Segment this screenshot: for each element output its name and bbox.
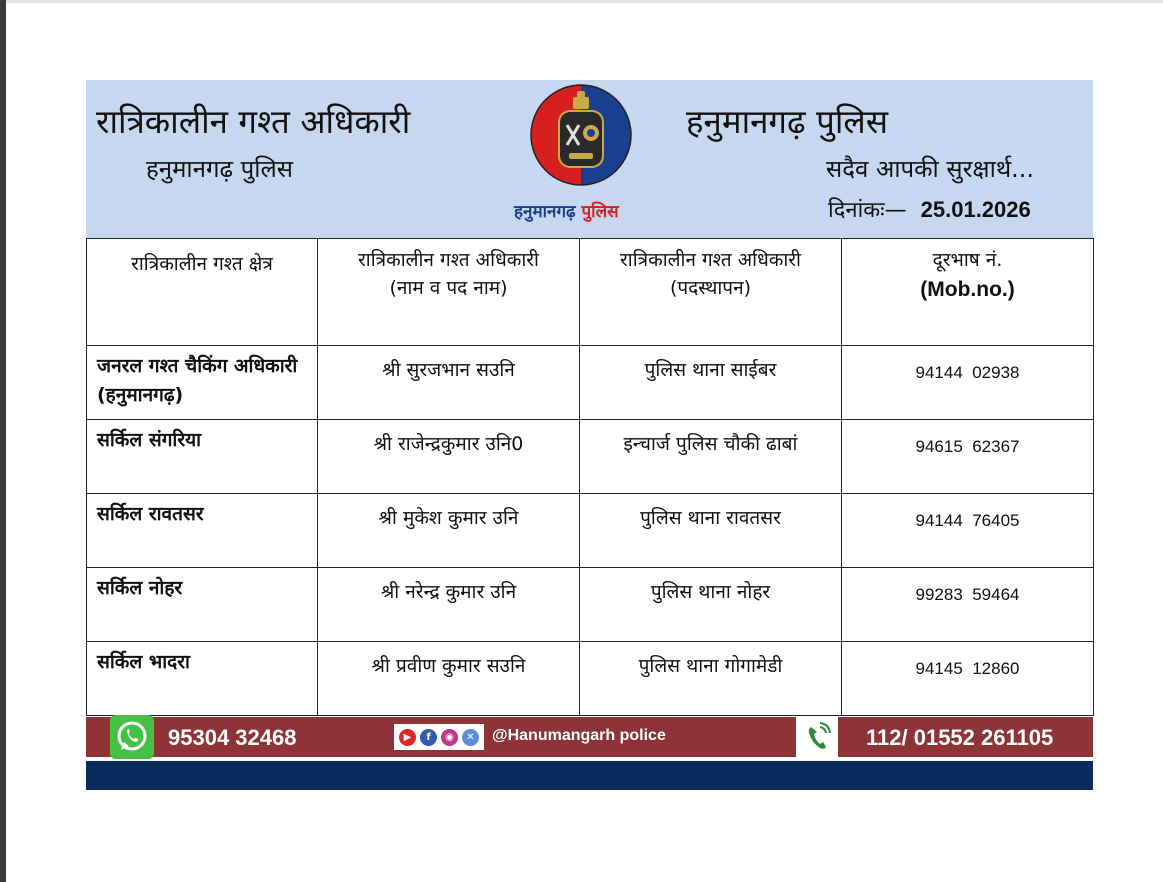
cell-officer: श्री सुरजभान सउनि xyxy=(318,346,580,420)
logo-caption-police: पुलिस xyxy=(581,202,619,222)
cell-area: जनरल गश्त चैकिंग अधिकारी (हनुमानगढ़) xyxy=(87,346,318,420)
table-row xyxy=(87,568,1094,642)
col-header-officer: रात्रिकालीन गश्त अधिकारी (नाम व पद नाम) xyxy=(318,239,580,346)
cell-posting: पुलिस थाना रावतसर xyxy=(580,494,842,568)
night-patrol-table xyxy=(86,238,1094,716)
col-header-phone: दूरभाष नं. (Mob.no.) xyxy=(842,239,1094,346)
header-banner xyxy=(86,80,1093,238)
header-title-right: हनुमानगढ़ पुलिस xyxy=(686,102,889,141)
cell-posting: पुलिस थाना साईबर xyxy=(580,346,842,420)
cell-phone: 94615 62367 xyxy=(842,420,1094,494)
cell-officer: श्री प्रवीण कुमार सउनि xyxy=(318,642,580,716)
date-value: 25.01.2026 xyxy=(920,197,1031,222)
header-date xyxy=(828,194,1031,224)
x-icon: ✕ xyxy=(462,729,479,746)
emergency-numbers: 112/ 01552 261105 xyxy=(866,725,1054,750)
header-title-left: रात्रिकालीन गश्त अधिकारी xyxy=(96,102,411,141)
cell-phone: 99283 59464 xyxy=(842,568,1094,642)
table-row xyxy=(87,346,1094,420)
cell-area: सर्किल भादरा xyxy=(87,642,318,716)
logo-caption xyxy=(514,199,619,222)
phone-call-icon xyxy=(805,721,831,753)
cell-area: सर्किल संगरिया xyxy=(87,420,318,494)
cell-officer: श्री राजेन्द्रकुमार उनि0 xyxy=(318,420,580,494)
youtube-icon: ▶ xyxy=(399,729,416,746)
cell-posting: पुलिस थाना गोगामेडी xyxy=(580,642,842,716)
instagram-icon: ◉ xyxy=(441,729,458,746)
table-row xyxy=(87,494,1094,568)
date-label: दिनांकः— xyxy=(828,198,907,223)
cell-area: सर्किल नोहर xyxy=(87,568,318,642)
cell-officer: श्री मुकेश कुमार उनि xyxy=(318,494,580,568)
col-header-area: रात्रिकालीन गश्त क्षेत्र xyxy=(87,239,318,346)
social-handle: @Hanumangarh police xyxy=(492,727,666,744)
cell-phone: 94145 12860 xyxy=(842,642,1094,716)
police-emblem-logo xyxy=(529,83,633,187)
footer-navy-band xyxy=(86,761,1093,790)
cell-officer: श्री नरेन्द्र कुमार उनि xyxy=(318,568,580,642)
left-window-edge xyxy=(0,0,6,882)
social-icons xyxy=(394,724,484,750)
cell-phone: 94144 02938 xyxy=(842,346,1094,420)
cell-area: सर्किल रावतसर xyxy=(87,494,318,568)
table-row xyxy=(87,420,1094,494)
header-subtitle-left: हनुमानगढ़ पुलिस xyxy=(146,155,293,183)
cell-posting: पुलिस थाना नोहर xyxy=(580,568,842,642)
footer-contact-bar xyxy=(86,717,1093,757)
col-header-posting: रात्रिकालीन गश्त अधिकारी (पदस्थापन) xyxy=(580,239,842,346)
top-window-edge xyxy=(6,0,1163,3)
whatsapp-number: 95304 32468 xyxy=(168,725,297,750)
phone-icon-box xyxy=(796,717,838,757)
facebook-icon: f xyxy=(420,729,437,746)
logo-caption-place: हनुमानगढ़ xyxy=(514,202,576,222)
whatsapp-icon xyxy=(110,715,154,759)
header-tagline: सदैव आपकी सुरक्षार्थ... xyxy=(826,155,1035,183)
cell-posting: इन्चार्ज पुलिस चौकी ढाबां xyxy=(580,420,842,494)
table-row xyxy=(87,642,1094,716)
table-header-row xyxy=(87,239,1094,346)
cell-phone: 94144 76405 xyxy=(842,494,1094,568)
